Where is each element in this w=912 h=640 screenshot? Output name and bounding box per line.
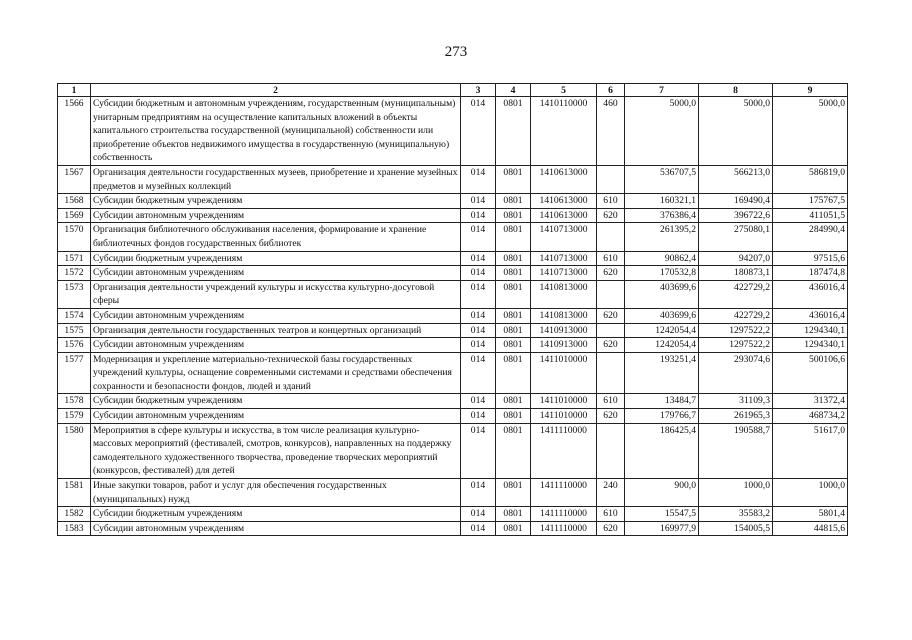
- amount-8-cell: 190588,7: [699, 423, 773, 478]
- row-number-cell: 1581: [58, 479, 91, 507]
- description-cell: Иные закупки товаров, работ и услуг для обеспечения государственных (муниципальных) нужд: [91, 479, 461, 507]
- amount-9-cell: 97515,6: [773, 251, 848, 266]
- header-cell: 3: [461, 84, 496, 97]
- code-6-cell: 620: [597, 338, 625, 353]
- amount-7-cell: 13484,7: [625, 394, 699, 409]
- amount-7-cell: 403699,6: [625, 308, 699, 323]
- header-cell: 6: [597, 84, 625, 97]
- description-cell: Модернизация и укрепление материально-технической базы государственных учреждений культуры, оснащение современными системами и средствами обеспечения сохранности и безопасности фондов, людей и зданий: [91, 352, 461, 394]
- code-5-cell: 1410813000: [531, 280, 597, 308]
- row-number-cell: 1574: [58, 308, 91, 323]
- row-number-cell: 1570: [58, 223, 91, 251]
- table-row: [58, 352, 848, 394]
- description-cell: Организация библиотечного обслуживания населения, формирование и хранение библиотечных фондов государственных библиотек: [91, 223, 461, 251]
- amount-7-cell: 90862,4: [625, 251, 699, 266]
- amount-9-cell: 468734,2: [773, 409, 848, 424]
- amount-8-cell: 5000,0: [699, 97, 773, 166]
- amount-8-cell: 396722,6: [699, 208, 773, 223]
- row-number-cell: 1568: [58, 194, 91, 209]
- code-6-cell: [597, 165, 625, 193]
- description-cell: Субсидии бюджетным и автономным учреждениям, государственным (муниципальным) унитарным предприятиям на осуществление капитальных вложений в объекты капитального строительства государственной (муниципальной) собственности или приобретение объектов недвижимого имущества в государственную (муниципальную) собственность: [91, 97, 461, 166]
- code-6-cell: [597, 280, 625, 308]
- code-6-cell: 460: [597, 97, 625, 166]
- amount-8-cell: 35583,2: [699, 507, 773, 522]
- code-5-cell: 1410613000: [531, 194, 597, 209]
- amount-9-cell: 51617,0: [773, 423, 848, 478]
- code-6-cell: 610: [597, 394, 625, 409]
- row-number-cell: 1578: [58, 394, 91, 409]
- table-row: [58, 338, 848, 353]
- code-5-cell: 1410110000: [531, 97, 597, 166]
- table-row: [58, 308, 848, 323]
- code-3-cell: 014: [461, 479, 496, 507]
- code-6-cell: 620: [597, 521, 625, 536]
- amount-9-cell: 5000,0: [773, 97, 848, 166]
- table-row: [58, 423, 848, 478]
- table-row: [58, 97, 848, 166]
- code-5-cell: 1410613000: [531, 165, 597, 193]
- amount-9-cell: 500106,6: [773, 352, 848, 394]
- code-5-cell: 1411110000: [531, 479, 597, 507]
- code-3-cell: 014: [461, 308, 496, 323]
- description-cell: Субсидии бюджетным учреждениям: [91, 194, 461, 209]
- code-4-cell: 0801: [496, 409, 531, 424]
- code-5-cell: 1411110000: [531, 423, 597, 478]
- amount-9-cell: 1294340,1: [773, 338, 848, 353]
- description-cell: Субсидии автономным учреждениям: [91, 409, 461, 424]
- code-6-cell: 240: [597, 479, 625, 507]
- description-cell: Организация деятельности государственных музеев, приобретение и хранение музейных предметов и музейных коллекций: [91, 165, 461, 193]
- table-row: [58, 266, 848, 281]
- table-row: [58, 394, 848, 409]
- amount-7-cell: 403699,6: [625, 280, 699, 308]
- code-6-cell: 620: [597, 308, 625, 323]
- code-4-cell: 0801: [496, 223, 531, 251]
- description-cell: Субсидии автономным учреждениям: [91, 521, 461, 536]
- amount-8-cell: 293074,6: [699, 352, 773, 394]
- code-6-cell: [597, 323, 625, 338]
- amount-8-cell: 31109,3: [699, 394, 773, 409]
- code-4-cell: 0801: [496, 394, 531, 409]
- amount-9-cell: 1000,0: [773, 479, 848, 507]
- amount-7-cell: 1242054,4: [625, 338, 699, 353]
- code-5-cell: 1410913000: [531, 323, 597, 338]
- row-number-cell: 1569: [58, 208, 91, 223]
- code-3-cell: 014: [461, 223, 496, 251]
- amount-7-cell: 186425,4: [625, 423, 699, 478]
- code-3-cell: 014: [461, 280, 496, 308]
- amount-9-cell: 1294340,1: [773, 323, 848, 338]
- code-3-cell: 014: [461, 97, 496, 166]
- description-cell: Субсидии автономным учреждениям: [91, 338, 461, 353]
- code-3-cell: 014: [461, 352, 496, 394]
- code-5-cell: 1410713000: [531, 223, 597, 251]
- code-3-cell: 014: [461, 251, 496, 266]
- description-cell: Организация деятельности учреждений культуры и искусства культурно-досуговой сферы: [91, 280, 461, 308]
- amount-8-cell: 154005,5: [699, 521, 773, 536]
- amount-7-cell: 376386,4: [625, 208, 699, 223]
- code-4-cell: 0801: [496, 338, 531, 353]
- row-number-cell: 1572: [58, 266, 91, 281]
- code-3-cell: 014: [461, 208, 496, 223]
- amount-7-cell: 900,0: [625, 479, 699, 507]
- table-row: [58, 521, 848, 536]
- code-4-cell: 0801: [496, 423, 531, 478]
- code-3-cell: 014: [461, 165, 496, 193]
- amount-9-cell: 187474,8: [773, 266, 848, 281]
- description-cell: Субсидии бюджетным учреждениям: [91, 507, 461, 522]
- amount-8-cell: 1297522,2: [699, 323, 773, 338]
- code-6-cell: 610: [597, 507, 625, 522]
- table-row: [58, 280, 848, 308]
- code-3-cell: 014: [461, 338, 496, 353]
- code-6-cell: [597, 423, 625, 478]
- code-5-cell: 1410713000: [531, 251, 597, 266]
- amount-8-cell: 169490,4: [699, 194, 773, 209]
- amount-7-cell: 169977,9: [625, 521, 699, 536]
- code-4-cell: 0801: [496, 507, 531, 522]
- amount-7-cell: 160321,1: [625, 194, 699, 209]
- amount-7-cell: 170532,8: [625, 266, 699, 281]
- amount-9-cell: 284990,4: [773, 223, 848, 251]
- code-4-cell: 0801: [496, 251, 531, 266]
- amount-7-cell: 261395,2: [625, 223, 699, 251]
- page-number: 273: [444, 44, 468, 60]
- amount-7-cell: 15547,5: [625, 507, 699, 522]
- amount-9-cell: 411051,5: [773, 208, 848, 223]
- row-number-cell: 1571: [58, 251, 91, 266]
- description-cell: Субсидии бюджетным учреждениям: [91, 251, 461, 266]
- amount-9-cell: 436016,4: [773, 308, 848, 323]
- amount-8-cell: 94207,0: [699, 251, 773, 266]
- code-3-cell: 014: [461, 507, 496, 522]
- table-row: [58, 323, 848, 338]
- code-5-cell: 1410813000: [531, 308, 597, 323]
- header-row: [58, 84, 848, 97]
- amount-8-cell: 1000,0: [699, 479, 773, 507]
- header-cell: 2: [91, 84, 461, 97]
- row-number-cell: 1582: [58, 507, 91, 522]
- table-body: [58, 97, 848, 536]
- code-4-cell: 0801: [496, 323, 531, 338]
- table-row: [58, 251, 848, 266]
- amount-9-cell: 436016,4: [773, 280, 848, 308]
- code-4-cell: 0801: [496, 308, 531, 323]
- amount-9-cell: 5801,4: [773, 507, 848, 522]
- amount-7-cell: 536707,5: [625, 165, 699, 193]
- code-6-cell: [597, 223, 625, 251]
- description-cell: Мероприятия в сфере культуры и искусства, в том числе реализация культурно-массовых мероприятий (фестивалей, смотров, конкурсов), направленных на поддержку самодеятельного художественного творчества, проведение творческих мероприятий (конкурсов, фестивалей) для детей: [91, 423, 461, 478]
- amount-8-cell: 1297522,2: [699, 338, 773, 353]
- amount-9-cell: 44815,6: [773, 521, 848, 536]
- code-5-cell: 1410713000: [531, 266, 597, 281]
- description-cell: Субсидии автономным учреждениям: [91, 308, 461, 323]
- code-5-cell: 1411010000: [531, 394, 597, 409]
- amount-9-cell: 31372,4: [773, 394, 848, 409]
- code-6-cell: 620: [597, 409, 625, 424]
- table-row: [58, 194, 848, 209]
- code-4-cell: 0801: [496, 97, 531, 166]
- code-4-cell: 0801: [496, 479, 531, 507]
- table-row: [58, 479, 848, 507]
- header-cell: 1: [58, 84, 91, 97]
- row-number-cell: 1573: [58, 280, 91, 308]
- code-5-cell: 1411110000: [531, 507, 597, 522]
- table-row: [58, 507, 848, 522]
- code-3-cell: 014: [461, 423, 496, 478]
- table-row: [58, 165, 848, 193]
- amount-8-cell: 275080,1: [699, 223, 773, 251]
- amount-8-cell: 180873,1: [699, 266, 773, 281]
- description-cell: Организация деятельности государственных театров и концертных организаций: [91, 323, 461, 338]
- row-number-cell: 1583: [58, 521, 91, 536]
- amount-9-cell: 175767,5: [773, 194, 848, 209]
- row-number-cell: 1576: [58, 338, 91, 353]
- amount-8-cell: 261965,3: [699, 409, 773, 424]
- code-4-cell: 0801: [496, 521, 531, 536]
- amount-9-cell: 586819,0: [773, 165, 848, 193]
- amount-7-cell: 193251,4: [625, 352, 699, 394]
- row-number-cell: 1577: [58, 352, 91, 394]
- header-cell: 8: [699, 84, 773, 97]
- code-6-cell: 620: [597, 208, 625, 223]
- description-cell: Субсидии бюджетным учреждениям: [91, 394, 461, 409]
- code-3-cell: 014: [461, 323, 496, 338]
- amount-7-cell: 5000,0: [625, 97, 699, 166]
- code-4-cell: 0801: [496, 208, 531, 223]
- budget-table: [57, 83, 848, 536]
- description-cell: Субсидии автономным учреждениям: [91, 208, 461, 223]
- code-6-cell: [597, 352, 625, 394]
- code-5-cell: 1410913000: [531, 338, 597, 353]
- row-number-cell: 1567: [58, 165, 91, 193]
- amount-8-cell: 422729,2: [699, 280, 773, 308]
- code-4-cell: 0801: [496, 165, 531, 193]
- table-row: [58, 223, 848, 251]
- table-row: [58, 208, 848, 223]
- description-cell: Субсидии автономным учреждениям: [91, 266, 461, 281]
- code-4-cell: 0801: [496, 194, 531, 209]
- row-number-cell: 1580: [58, 423, 91, 478]
- header-cell: 7: [625, 84, 699, 97]
- row-number-cell: 1575: [58, 323, 91, 338]
- code-4-cell: 0801: [496, 280, 531, 308]
- code-6-cell: 620: [597, 266, 625, 281]
- amount-7-cell: 1242054,4: [625, 323, 699, 338]
- header-cell: 9: [773, 84, 848, 97]
- row-number-cell: 1566: [58, 97, 91, 166]
- amount-7-cell: 179766,7: [625, 409, 699, 424]
- amount-8-cell: 422729,2: [699, 308, 773, 323]
- code-5-cell: 1411010000: [531, 352, 597, 394]
- code-3-cell: 014: [461, 394, 496, 409]
- code-6-cell: 610: [597, 194, 625, 209]
- code-6-cell: 610: [597, 251, 625, 266]
- code-5-cell: 1410613000: [531, 208, 597, 223]
- code-3-cell: 014: [461, 409, 496, 424]
- code-5-cell: 1411010000: [531, 409, 597, 424]
- header-cell: 4: [496, 84, 531, 97]
- code-4-cell: 0801: [496, 352, 531, 394]
- code-4-cell: 0801: [496, 266, 531, 281]
- code-5-cell: 1411110000: [531, 521, 597, 536]
- table-row: [58, 409, 848, 424]
- header-cell: 5: [531, 84, 597, 97]
- code-3-cell: 014: [461, 521, 496, 536]
- code-3-cell: 014: [461, 194, 496, 209]
- row-number-cell: 1579: [58, 409, 91, 424]
- code-3-cell: 014: [461, 266, 496, 281]
- amount-8-cell: 566213,0: [699, 165, 773, 193]
